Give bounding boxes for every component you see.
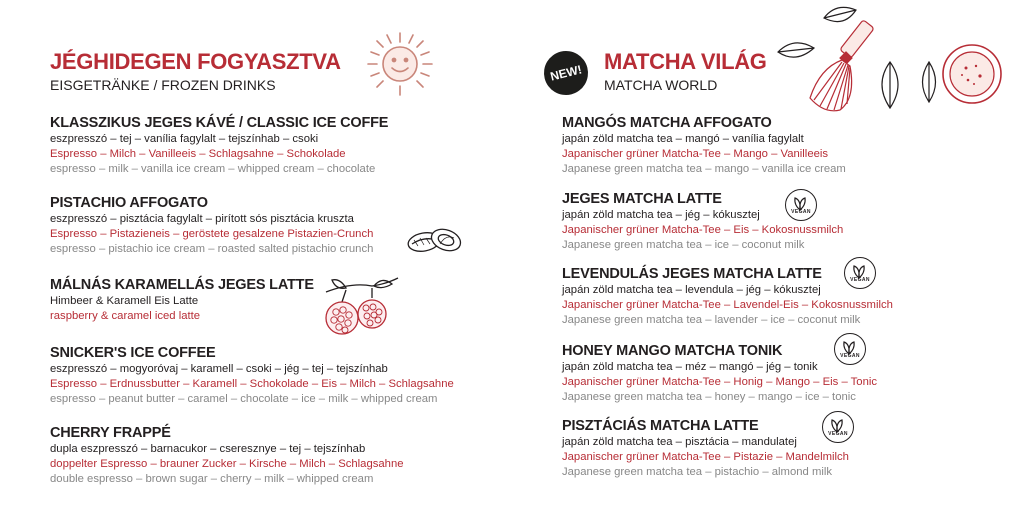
vegan-label: VEGAN <box>791 209 811 215</box>
item-desc-hu: eszpresszó – mogyoróvaj – karamell – csoki – jég – tej – tejszínhab <box>50 363 388 375</box>
item-desc-en: Japanese green matcha tea – pistachio – almond milk <box>562 466 833 478</box>
item-desc-de: Espresso – Pistazieneis – geröstete gesalzene Pistazien-Crunch <box>50 228 374 240</box>
menu-item-classic-ice-coffee <box>50 115 388 177</box>
item-desc-hu: eszpresszó – pisztácia fagylalt – pirított sós pisztácia kruszta <box>50 213 354 225</box>
item-desc-en: espresso – peanut butter – caramel – chocolate – ice – milk – whipped cream <box>50 393 438 405</box>
item-desc-en: espresso – pistachio ice cream – roasted salted pistachio crunch <box>50 243 374 255</box>
item-desc-en: Japanese green matcha tea – mango – vanilla ice cream <box>562 163 846 175</box>
item-desc-en: double espresso – brown sugar – cherry – milk – whipped cream <box>50 473 374 485</box>
vegan-label: VEGAN <box>828 431 848 437</box>
menu-item-honey-mango-matcha-tonic <box>562 343 877 405</box>
vegan-label: VEGAN <box>850 277 870 283</box>
item-desc-hu: dupla eszpresszó – barnacukor – cseresznye – tej – tejszínhab <box>50 443 366 455</box>
menu-item-pistachio-affogato <box>50 195 373 257</box>
item-name: LEVENDULÁS JEGES MATCHA LATTE <box>562 266 822 282</box>
vegan-icon <box>822 411 854 443</box>
item-name: PISZTÁCIÁS MATCHA LATTE <box>562 418 759 434</box>
frozen-section-subtitle: EISGETRÄNKE / FROZEN DRINKS <box>50 77 276 93</box>
item-name: CHERRY FRAPPÉ <box>50 425 171 441</box>
item-desc-en: Japanese green matcha tea – lavender – ice – coconut milk <box>562 314 861 326</box>
item-desc-hu: japán zöld matcha tea – méz – mangó – jég – tonik <box>562 361 818 373</box>
item-desc-en: Japanese green matcha tea – ice – coconut milk <box>562 239 805 251</box>
pistachio-icon <box>404 220 466 260</box>
menu-item-snickers-ice-coffee <box>50 345 454 407</box>
item-desc-de: Espresso – Erdnussbutter – Karamell – Schokolade – Eis – Milch – Schlagsahne <box>50 378 454 390</box>
vegan-label: VEGAN <box>840 353 860 359</box>
vegan-icon <box>834 333 866 365</box>
item-desc-de: Japanischer grüner Matcha-Tee – Mango – Vanilleeis <box>562 148 829 160</box>
item-desc-hu: japán zöld matcha tea – pisztácia – mandulatej <box>562 436 797 448</box>
item-name: SNICKER'S ICE COFFEE <box>50 345 216 361</box>
item-desc-de: Japanischer grüner Matcha-Tee – Lavendel-Eis – Kokosnussmilch <box>562 299 893 311</box>
item-name: KLASSZIKUS JEGES KÁVÉ / CLASSIC ICE COFFE <box>50 115 389 131</box>
item-desc-hu: eszpresszó – tej – vanília fagylalt – tejszínhab – csoki <box>50 133 319 145</box>
item-desc-hu: japán zöld matcha tea – mangó – vanília fagylalt <box>562 133 804 145</box>
menu-item-mango-matcha-affogato <box>562 115 846 177</box>
item-desc-de: raspberry & caramel iced latte <box>50 310 201 322</box>
item-desc-de: Japanischer grüner Matcha-Tee – Honig – Mango – Eis – Tonic <box>562 376 878 388</box>
item-desc-hu: japán zöld matcha tea – levendula – jég – kókusztej <box>562 284 821 296</box>
item-desc-de: Espresso – Milch – Vanilleeis – Schlagsahne – Schokolade <box>50 148 346 160</box>
matcha-section-subtitle: MATCHA WORLD <box>604 77 718 93</box>
item-desc-de: Japanischer grüner Matcha-Tee – Pistazie – Mandelmilch <box>562 451 849 463</box>
item-desc-de: doppelter Espresso – brauner Zucker – Kirsche – Milch – Schlagsahne <box>50 458 404 470</box>
item-desc-hu: Himbeer & Karamell Eis Latte <box>50 295 199 307</box>
item-name: MANGÓS MATCHA AFFOGATO <box>562 115 772 131</box>
sun-icon <box>360 28 440 100</box>
frozen-section-title: JÉGHIDEGEN FOGYASZTVA <box>50 49 341 74</box>
leaf-icon <box>872 60 908 110</box>
menu-item-pistachio-matcha-latte <box>562 418 849 480</box>
leaf-icon <box>776 38 816 62</box>
vegan-icon <box>844 257 876 289</box>
raspberry-icon <box>312 276 408 344</box>
menu-item-cherry-frappe <box>50 425 404 487</box>
item-desc-en: Japanese green matcha tea – honey – mango – ice – tonic <box>562 391 856 403</box>
leaf-icon <box>822 4 858 28</box>
item-name: JEGES MATCHA LATTE <box>562 191 722 207</box>
menu-item-raspberry-caramel-latte <box>50 277 314 324</box>
item-name: MÁLNÁS KARAMELLÁS JEGES LATTE <box>50 277 314 293</box>
vegan-icon <box>785 189 817 221</box>
new-badge: NEW! <box>539 46 592 99</box>
item-desc-hu: japán zöld matcha tea – jég – kókusztej <box>562 209 760 221</box>
item-desc-en: espresso – milk – vanilla ice cream – whipped cream – chocolate <box>50 163 376 175</box>
matcha-bowl-icon <box>940 42 1004 106</box>
item-name: HONEY MANGO MATCHA TONIK <box>562 343 783 359</box>
item-name: PISTACHIO AFFOGATO <box>50 195 208 211</box>
matcha-section-title: MATCHA VILÁG <box>604 49 767 74</box>
item-desc-de: Japanischer grüner Matcha-Tee – Eis – Kokosnussmilch <box>562 224 844 236</box>
